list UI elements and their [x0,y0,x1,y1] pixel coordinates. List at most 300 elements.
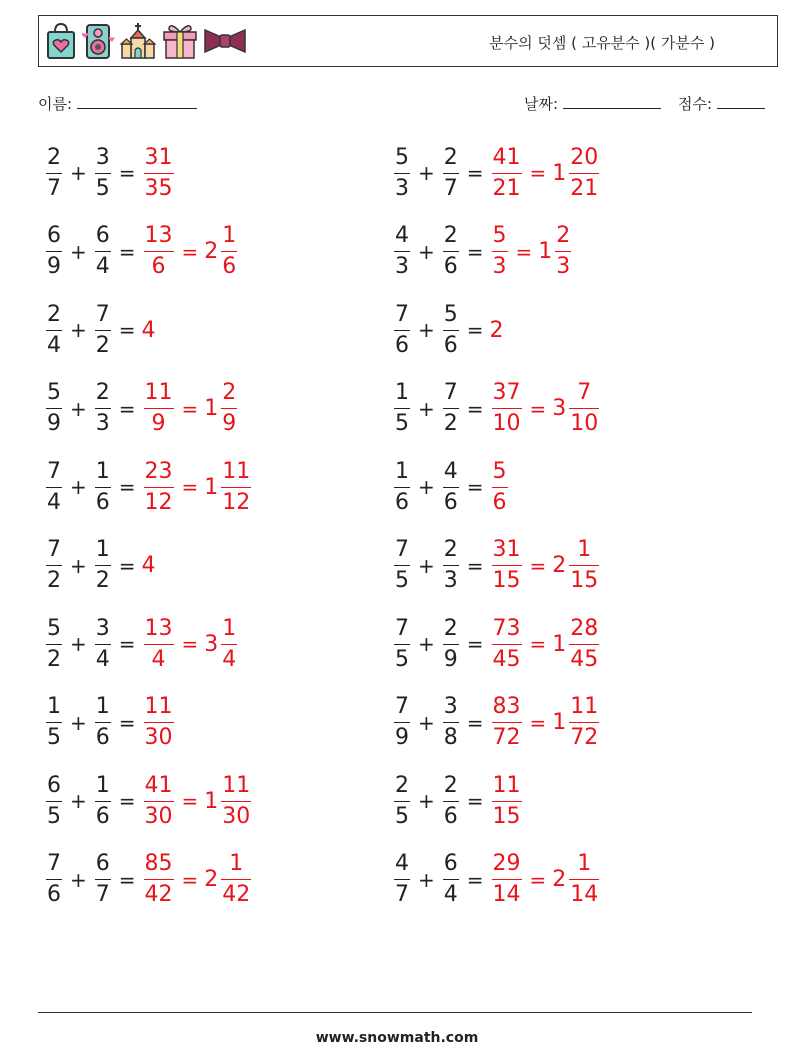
date-blank[interactable] [563,94,661,109]
answer-fraction-denominator: 6 [492,489,507,515]
addend-b [95,853,111,906]
addend-a-denominator: 5 [395,568,409,593]
addend-a-numerator: 7 [395,301,409,327]
name-blank[interactable] [77,94,197,109]
equals-sign: = [118,632,136,656]
addend-a [46,144,62,201]
problem-item [44,531,157,601]
mixed-whole: 2 [552,867,567,892]
footer-divider [38,1012,752,1013]
mixed-whole: 2 [552,553,567,578]
addend-b-denominator: 6 [95,803,110,829]
answer-fraction-numerator: 13 [144,223,173,248]
addend-a [46,301,62,358]
answer-fraction-numerator: 29 [492,851,521,876]
addend-b-numerator: 1 [95,694,110,719]
mixed-whole: 1 [204,788,219,814]
mixed-fraction-numerator: 1 [229,851,244,876]
answer-fraction-denominator: 30 [144,803,173,829]
equals-sign-answer: = [515,239,533,264]
mixed-fraction-numerator: 20 [570,144,599,170]
answer-fraction-denominator: 30 [144,725,173,750]
addend-b-denominator: 2 [443,411,458,436]
addend-a [46,458,62,515]
addend-a [394,301,410,358]
addend-a-denominator: 9 [47,254,61,279]
bow-tie-icon [203,22,247,60]
mixed-fraction [569,853,599,906]
equals-sign-answer: = [529,553,547,578]
addend-a [46,772,62,829]
addend-b-numerator: 1 [95,772,110,798]
addend-b [443,539,459,592]
addend-a-denominator: 4 [47,332,61,358]
addend-b-numerator: 2 [443,223,458,248]
addend-a [46,696,62,749]
answer-fraction-numerator: 31 [492,537,521,562]
mixed-fraction-denominator: 72 [570,725,599,750]
addend-b-denominator: 4 [95,646,110,672]
mixed-whole: 1 [552,160,567,186]
addend-a-numerator: 7 [47,537,61,562]
problem-item [392,138,601,208]
addend-b [95,696,111,749]
plus-sign: + [70,318,87,342]
addend-a [394,458,410,515]
answer-fraction-numerator: 41 [492,144,521,170]
answer-fraction-denominator: 15 [492,803,521,829]
plus-sign: + [418,867,435,892]
mixed-whole: 1 [204,474,219,500]
addend-b-denominator: 6 [443,803,458,829]
equals-sign: = [118,789,136,813]
addend-b-numerator: 1 [95,537,110,562]
shopping-bag-heart-icon [45,22,77,60]
answer-fraction-denominator: 3 [492,254,507,279]
answer-fraction [144,382,174,435]
addend-a-denominator: 5 [395,803,409,829]
addend-b-denominator: 2 [95,568,110,593]
equals-sign: = [118,710,136,735]
footer-website: www.snowmath.com [315,1030,479,1046]
mixed-fraction-numerator: 28 [570,615,599,641]
problem-item [392,374,601,444]
addend-b-denominator: 3 [443,568,458,593]
problem-item [392,845,601,915]
mixed-whole: 1 [538,239,553,264]
equals-sign: = [466,318,484,342]
mixed-fraction-numerator: 11 [570,694,599,719]
problem-item [44,374,239,444]
addend-a [46,225,62,278]
addend-b-denominator: 6 [95,489,110,515]
addend-a [394,696,410,749]
addend-b-numerator: 3 [95,615,110,641]
addend-a-numerator: 6 [47,223,61,248]
equals-sign-answer: = [529,867,547,892]
addend-a-denominator: 3 [395,175,409,201]
score-field [678,93,765,114]
addend-b [443,144,459,201]
addend-b [443,853,459,906]
plus-sign: + [418,161,435,185]
mixed-whole: 1 [552,710,567,735]
addend-b [443,382,459,435]
addend-a [46,853,62,906]
answer-fraction-denominator: 9 [151,411,166,436]
addend-a-denominator: 6 [395,332,409,358]
answer-fraction [144,458,174,515]
mixed-fraction-numerator: 7 [577,380,592,405]
addend-a-numerator: 1 [395,380,409,405]
mixed-whole: 1 [552,631,567,657]
addend-b-numerator: 4 [443,458,458,484]
problem-item [44,452,253,522]
problem-item [44,295,157,365]
answer-fraction-numerator: 11 [492,772,521,798]
answer-fraction [144,225,174,278]
mixed-fraction [569,696,599,749]
addend-a-numerator: 2 [47,144,61,170]
plus-sign: + [418,239,435,264]
addend-a-denominator: 5 [395,411,409,436]
equals-sign: = [118,161,136,185]
plus-sign: + [70,239,87,264]
answer-fraction-denominator: 15 [492,568,521,593]
answer-fraction-numerator: 5 [492,458,507,484]
mixed-fraction-denominator: 6 [222,254,237,279]
plus-sign: + [70,710,87,735]
plus-sign: + [70,553,87,578]
answer-fraction-denominator: 14 [492,882,521,907]
addend-a-denominator: 2 [47,646,61,672]
addend-b-numerator: 6 [95,851,110,876]
plus-sign: + [418,710,435,735]
addend-a-denominator: 6 [395,489,409,515]
plus-sign: + [418,475,435,499]
addend-a-denominator: 3 [395,254,409,279]
addend-b-numerator: 7 [95,301,110,327]
problem-item [392,609,601,679]
addend-a-denominator: 5 [395,646,409,672]
addend-a-denominator: 9 [395,725,409,750]
score-blank[interactable] [717,94,765,109]
addend-a-denominator: 9 [47,411,61,436]
mixed-fraction [221,853,251,906]
addend-a [46,615,62,672]
problem-item [44,609,239,679]
problem-item [44,688,176,758]
problem-item [392,688,601,758]
addend-b [95,225,111,278]
addend-b-denominator: 7 [95,882,110,907]
answer-fraction-denominator: 42 [144,882,173,907]
mixed-fraction-numerator: 2 [556,223,571,248]
equals-sign-answer: = [529,710,547,735]
mixed-fraction-numerator: 1 [222,615,237,641]
answer-whole: 4 [141,553,156,578]
answer-fraction-denominator: 10 [492,411,521,436]
addend-b-numerator: 2 [443,144,458,170]
equals-sign: = [466,396,484,421]
addend-a [394,144,410,201]
answer-fraction [144,144,174,201]
addend-b-numerator: 1 [95,458,110,484]
page-title: 분수의 덧셈 ( 고유분수 )( 가분수 ) [489,34,715,52]
addend-a [394,382,410,435]
name-field [38,93,197,114]
addend-b [443,615,459,672]
mixed-fraction-numerator: 1 [577,851,592,876]
addend-b [95,301,111,358]
addend-a-denominator: 7 [395,882,409,907]
addend-a-numerator: 4 [395,223,409,248]
mixed-fraction [221,772,251,829]
date-field [524,93,661,114]
mixed-fraction [569,539,599,592]
mixed-fraction [569,382,599,435]
addend-b [95,144,111,201]
answer-fraction-numerator: 83 [492,694,521,719]
addend-a-numerator: 5 [47,615,61,641]
equals-sign-answer: = [529,161,547,185]
addend-b-denominator: 8 [443,725,458,750]
mixed-fraction [569,615,599,672]
mixed-fraction [221,458,251,515]
mixed-whole: 2 [204,239,219,264]
addend-b [95,458,111,515]
answer-fraction [492,696,522,749]
addend-b-numerator: 6 [95,223,110,248]
mixed-fraction-numerator: 1 [577,537,592,562]
addend-a-numerator: 1 [47,694,61,719]
answer-fraction-numerator: 11 [144,694,173,719]
problem-item [392,531,601,601]
gift-box-icon [161,22,199,60]
mixed-fraction-denominator: 30 [222,803,251,829]
mixed-fraction-numerator: 11 [222,772,251,798]
problem-item [392,217,573,287]
addend-b-denominator: 2 [95,332,110,358]
name-label: 이름: [38,95,73,113]
answer-fraction-denominator: 4 [151,646,166,672]
answer-fraction [144,615,174,672]
equals-sign-answer: = [181,396,199,421]
addend-b [95,615,111,672]
answer-fraction-numerator: 85 [144,851,173,876]
plus-sign: + [70,396,87,421]
addend-a [46,539,62,592]
mixed-fraction-denominator: 12 [222,489,251,515]
mixed-fraction-denominator: 3 [556,254,571,279]
speaker-hearts-icon [81,22,115,60]
problem-item [44,217,239,287]
addend-b-denominator: 4 [95,254,110,279]
mixed-fraction [221,615,237,672]
church-icon [119,22,157,60]
mixed-whole: 3 [204,631,219,657]
equals-sign: = [466,161,484,185]
addend-b-denominator: 3 [95,411,110,436]
mixed-fraction-denominator: 15 [570,568,599,593]
addend-b-numerator: 2 [443,772,458,798]
mixed-fraction [569,144,599,201]
addend-a-numerator: 1 [395,458,409,484]
addend-b-numerator: 7 [443,380,458,405]
plus-sign: + [70,161,87,185]
answer-fraction-numerator: 5 [492,223,507,248]
score-label: 점수: [678,95,713,113]
answer-fraction [144,696,174,749]
mixed-fraction-denominator: 9 [222,411,237,436]
equals-sign: = [118,475,136,499]
mixed-fraction-denominator: 10 [570,411,599,436]
answer-fraction [492,615,522,672]
addend-a-numerator: 7 [395,615,409,641]
plus-sign: + [70,475,87,499]
addend-b [443,696,459,749]
problem-item [392,295,505,365]
addend-a-denominator: 2 [47,568,61,593]
equals-sign-answer: = [181,867,199,892]
addend-a-numerator: 7 [395,537,409,562]
addend-a-numerator: 7 [47,458,61,484]
plus-sign: + [418,318,435,342]
addend-a-denominator: 5 [47,803,61,829]
addend-a [394,772,410,829]
addend-b-denominator: 4 [443,882,458,907]
addend-b [443,225,459,278]
addend-b [443,772,459,829]
header-box [38,15,778,67]
addend-b-numerator: 5 [443,301,458,327]
mixed-fraction-numerator: 1 [222,223,237,248]
equals-sign: = [466,475,484,499]
addend-b-denominator: 5 [95,175,110,201]
addend-b [443,301,459,358]
problem-item [392,766,524,836]
plus-sign: + [70,632,87,656]
mixed-whole: 2 [204,867,219,892]
addend-a [394,853,410,906]
answer-fraction-numerator: 31 [144,144,173,170]
answer-fraction-denominator: 12 [144,489,173,515]
equals-sign: = [118,867,136,892]
answer-whole: 4 [141,317,156,343]
answer-whole: 2 [489,317,504,343]
addend-a-denominator: 4 [47,489,61,515]
answer-fraction-numerator: 41 [144,772,173,798]
equals-sign: = [118,553,136,578]
addend-a-denominator: 6 [47,882,61,907]
addend-b [95,539,111,592]
answer-fraction-denominator: 35 [144,175,173,201]
equals-sign: = [466,553,484,578]
equals-sign: = [118,239,136,264]
addend-b-numerator: 3 [95,144,110,170]
mixed-fraction [221,225,237,278]
mixed-fraction-denominator: 21 [570,175,599,201]
addend-b-denominator: 9 [443,646,458,672]
problem-item [392,452,510,522]
equals-sign-answer: = [181,239,199,264]
plus-sign: + [418,553,435,578]
addend-a-numerator: 2 [47,301,61,327]
mixed-fraction [555,225,571,278]
addend-b [95,772,111,829]
answer-fraction [492,382,522,435]
answer-fraction [144,772,174,829]
addend-a [46,382,62,435]
answer-fraction-numerator: 11 [144,380,173,405]
answer-fraction-numerator: 13 [144,615,173,641]
answer-fraction-denominator: 6 [151,254,166,279]
mixed-fraction-numerator: 2 [222,380,237,405]
equals-sign-answer: = [181,475,199,499]
answer-fraction [492,853,522,906]
addend-b-denominator: 6 [443,489,458,515]
addend-b-numerator: 3 [443,694,458,719]
equals-sign: = [466,789,484,813]
date-label: 날짜: [524,95,559,113]
plus-sign: + [418,789,435,813]
answer-fraction-denominator: 45 [492,646,521,672]
answer-fraction-denominator: 72 [492,725,521,750]
addend-b-denominator: 7 [443,175,458,201]
mixed-whole: 3 [552,396,567,421]
equals-sign: = [118,396,136,421]
answer-fraction [492,144,522,201]
plus-sign: + [418,396,435,421]
equals-sign-answer: = [529,396,547,421]
addend-a-denominator: 7 [47,175,61,201]
answer-fraction [144,853,174,906]
mixed-fraction-denominator: 45 [570,646,599,672]
problem-item [44,138,176,208]
answer-fraction [492,539,522,592]
plus-sign: + [70,789,87,813]
addend-a [394,615,410,672]
header-icons [45,22,247,60]
addend-a [394,539,410,592]
mixed-whole: 1 [204,396,219,421]
addend-b-numerator: 2 [443,615,458,641]
equals-sign-answer: = [529,632,547,656]
problem-item [44,845,253,915]
addend-b-numerator: 6 [443,851,458,876]
equals-sign: = [466,239,484,264]
addend-a-numerator: 4 [395,851,409,876]
addend-b-denominator: 6 [95,725,110,750]
answer-fraction [492,458,508,515]
addend-a-numerator: 6 [47,772,61,798]
answer-fraction-numerator: 37 [492,380,521,405]
addend-a-numerator: 2 [395,772,409,798]
mixed-fraction [221,382,237,435]
answer-fraction [492,225,508,278]
answer-fraction [492,772,522,829]
equals-sign: = [118,318,136,342]
addend-b [95,382,111,435]
mixed-fraction-numerator: 11 [222,458,251,484]
mixed-fraction-denominator: 42 [222,882,251,907]
equals-sign-answer: = [181,632,199,656]
addend-a-numerator: 7 [395,694,409,719]
equals-sign: = [466,710,484,735]
mixed-fraction-denominator: 14 [570,882,599,907]
equals-sign: = [466,867,484,892]
addend-b-numerator: 2 [443,537,458,562]
